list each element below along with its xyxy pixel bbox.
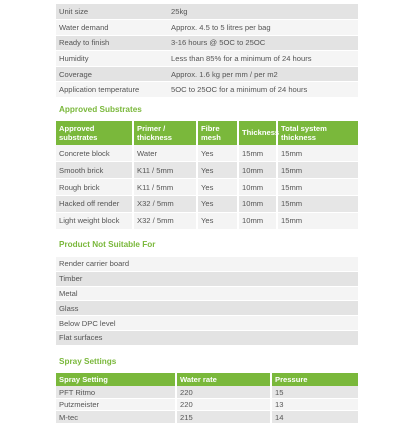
table-cell: K11 / 5mm [133,179,197,196]
list-item [56,331,358,346]
list-item-label: Timber [56,271,358,286]
table-cell: Yes [197,179,238,196]
spray-settings-table [56,373,358,424]
spec-row [56,4,358,20]
table-cell: PFT Ritmo [56,386,176,398]
column-header: Spray Setting [56,373,176,387]
column-header: Primer / thickness [133,121,197,145]
table-cell: Water [133,145,197,162]
spec-key: Unit size [56,4,168,20]
list-item [56,271,358,286]
spray-settings-heading: Spray Settings [59,356,117,366]
table-cell: Smooth brick [56,162,133,179]
table-cell: 15mm [277,179,358,196]
table-row [56,212,358,229]
spec-key: Humidity [56,51,168,67]
spec-value: Approx. 1.6 kg per mm / per m2 [168,66,358,82]
spec-value: 5OC to 25OC for a minimum of 24 hours [168,82,358,98]
table-row [56,162,358,179]
table-row [56,386,358,398]
spec-value: 25kg [168,4,358,20]
spec-key: Application temperature [56,82,168,98]
table-row [56,399,358,411]
table-cell: 220 [176,399,271,411]
spec-key: Water demand [56,20,168,36]
spec-row [56,51,358,67]
table-cell: Yes [197,145,238,162]
product-spec-page [56,0,358,424]
table-cell: Rough brick [56,179,133,196]
list-item [56,316,358,331]
table-cell: 220 [176,386,271,398]
table-cell: Yes [197,162,238,179]
not-suitable-heading: Product Not Suitable For [59,239,156,249]
table-cell: 15mm [277,195,358,212]
list-item-label: Below DPC level [56,316,358,331]
table-cell: Yes [197,212,238,229]
table-cell: 15mm [277,162,358,179]
list-item-label: Glass [56,301,358,316]
list-item [56,301,358,316]
table-cell: 15mm [277,145,358,162]
not-suitable-list [56,257,358,346]
column-header: Total system thickness [277,121,358,145]
spec-row [56,20,358,36]
table-cell: Yes [197,195,238,212]
list-item-label: Render carrier board [56,257,358,272]
column-header: Water rate [176,373,271,387]
column-header: Fibre mesh [197,121,238,145]
table-cell: M-tec [56,411,176,423]
spec-value: Less than 85% for a minimum of 24 hours [168,51,358,67]
spec-row [56,82,358,98]
spec-table [56,4,358,98]
column-header: Thickness [238,121,277,145]
table-cell: 10mm [238,212,277,229]
spec-row [56,35,358,51]
table-cell: 10mm [238,179,277,196]
table-cell: X32 / 5mm [133,195,197,212]
table-cell: 215 [176,411,271,423]
table-header-row [56,121,358,145]
column-header: Pressure [271,373,358,387]
table-header-row [56,373,358,387]
list-item [56,257,358,272]
table-cell: 15mm [238,145,277,162]
table-cell: X32 / 5mm [133,212,197,229]
spec-value: 3-16 hours @ 5OC to 25OC [168,35,358,51]
table-cell: Hacked off render [56,195,133,212]
table-row [56,195,358,212]
table-cell: K11 / 5mm [133,162,197,179]
table-row [56,145,358,162]
table-cell: 10mm [238,162,277,179]
spec-value: Approx. 4.5 to 5 litres per bag [168,20,358,36]
approved-substrates-table [56,121,358,229]
table-cell: 15mm [277,212,358,229]
spec-key: Ready to finish [56,35,168,51]
spec-row [56,66,358,82]
list-item [56,286,358,301]
approved-substrates-heading: Approved Substrates [59,105,142,115]
spec-key: Coverage [56,66,168,82]
table-row [56,179,358,196]
table-cell: Putzmeister [56,399,176,411]
list-item-label: Metal [56,286,358,301]
list-item-label: Flat surfaces [56,331,358,346]
column-header: Approved substrates [56,121,133,145]
table-cell: Light weight block [56,212,133,229]
table-cell: Concrete block [56,145,133,162]
table-cell: 14 [271,411,358,423]
table-cell: 15 [271,386,358,398]
table-cell: 10mm [238,195,277,212]
table-cell: 13 [271,399,358,411]
table-row [56,411,358,423]
